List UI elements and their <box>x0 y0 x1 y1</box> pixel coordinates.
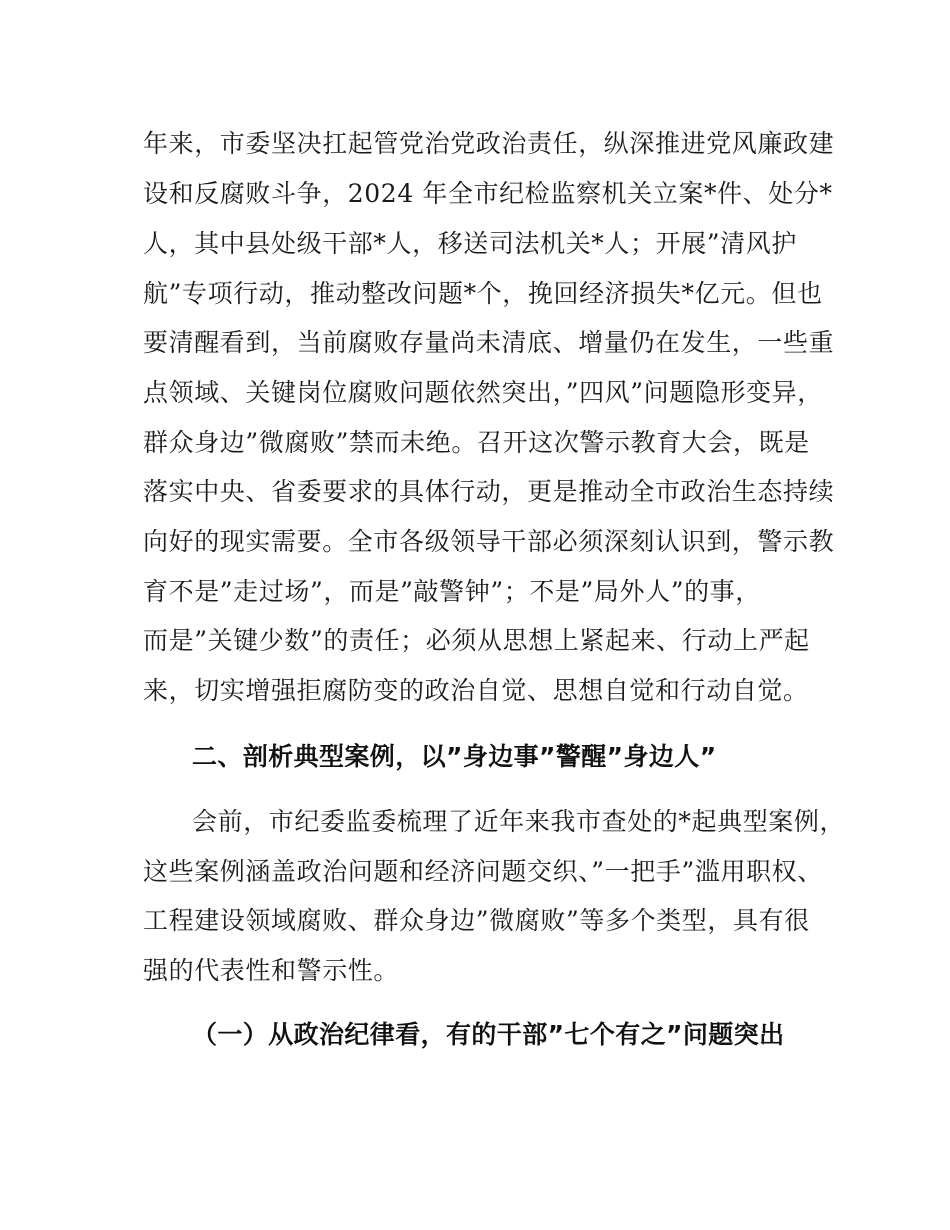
text-line: 育不是”走过场”，而是”敲警钟”；不是”局外人”的事， <box>143 577 761 606</box>
subsection-heading: （一）从政治纪律看，有的干部”七个有之”问题突出 <box>192 1020 785 1049</box>
text-line: 向好的现实需要。全市各级领导干部必须深刻认识到，警示教 <box>143 527 835 556</box>
text-line: 设和反腐败斗争，2024 年全市纪检监察机关立案*件、处分* <box>143 179 833 208</box>
section-heading: 二、剖析典型案例，以”身边事”警醒”身边人” <box>192 742 717 771</box>
text-line: 强的代表性和警示性。 <box>143 956 400 985</box>
text-line: 年来，市委坚决扛起管党治党政治责任，纵深推进党风廉政建 <box>143 129 835 158</box>
text-line: 工程建设领域腐败、群众身边”微腐败”等多个类型，具有很 <box>143 906 810 935</box>
text-line: 群众身边”微腐败”禁而未绝。召开这次警示教育大会，既是 <box>143 428 810 457</box>
text-line: 航”专项行动，推动整改问题*个，挽回经济损失*亿元。但也 <box>143 279 823 308</box>
text-line: 来，切实增强拒腐防变的政治自觉、思想自觉和行动自觉。 <box>143 676 809 705</box>
text-line: 这些案例涵盖政治问题和经济问题交织、”一把手”滥用职权、 <box>143 857 823 886</box>
text-line: 要清醒看到，当前腐败存量尚未清底、增量仍在发生，一些重 <box>143 328 835 357</box>
text-line: 而是”关键少数”的责任；必须从思想上紧起来、行动上严起 <box>143 626 810 655</box>
text-line: 落实中央、省委要求的具体行动，更是推动全市政治生态持续 <box>143 477 835 506</box>
text-line: 点领域、关键岗位腐败问题依然突出，”四风”问题隐形变异， <box>143 378 823 407</box>
text-line: 会前，市纪委监委梳理了近年来我市查处的*起典型案例， <box>192 807 846 836</box>
text-line: 人，其中县处级干部*人，移送司法机关*人；开展”清风护 <box>143 229 797 258</box>
